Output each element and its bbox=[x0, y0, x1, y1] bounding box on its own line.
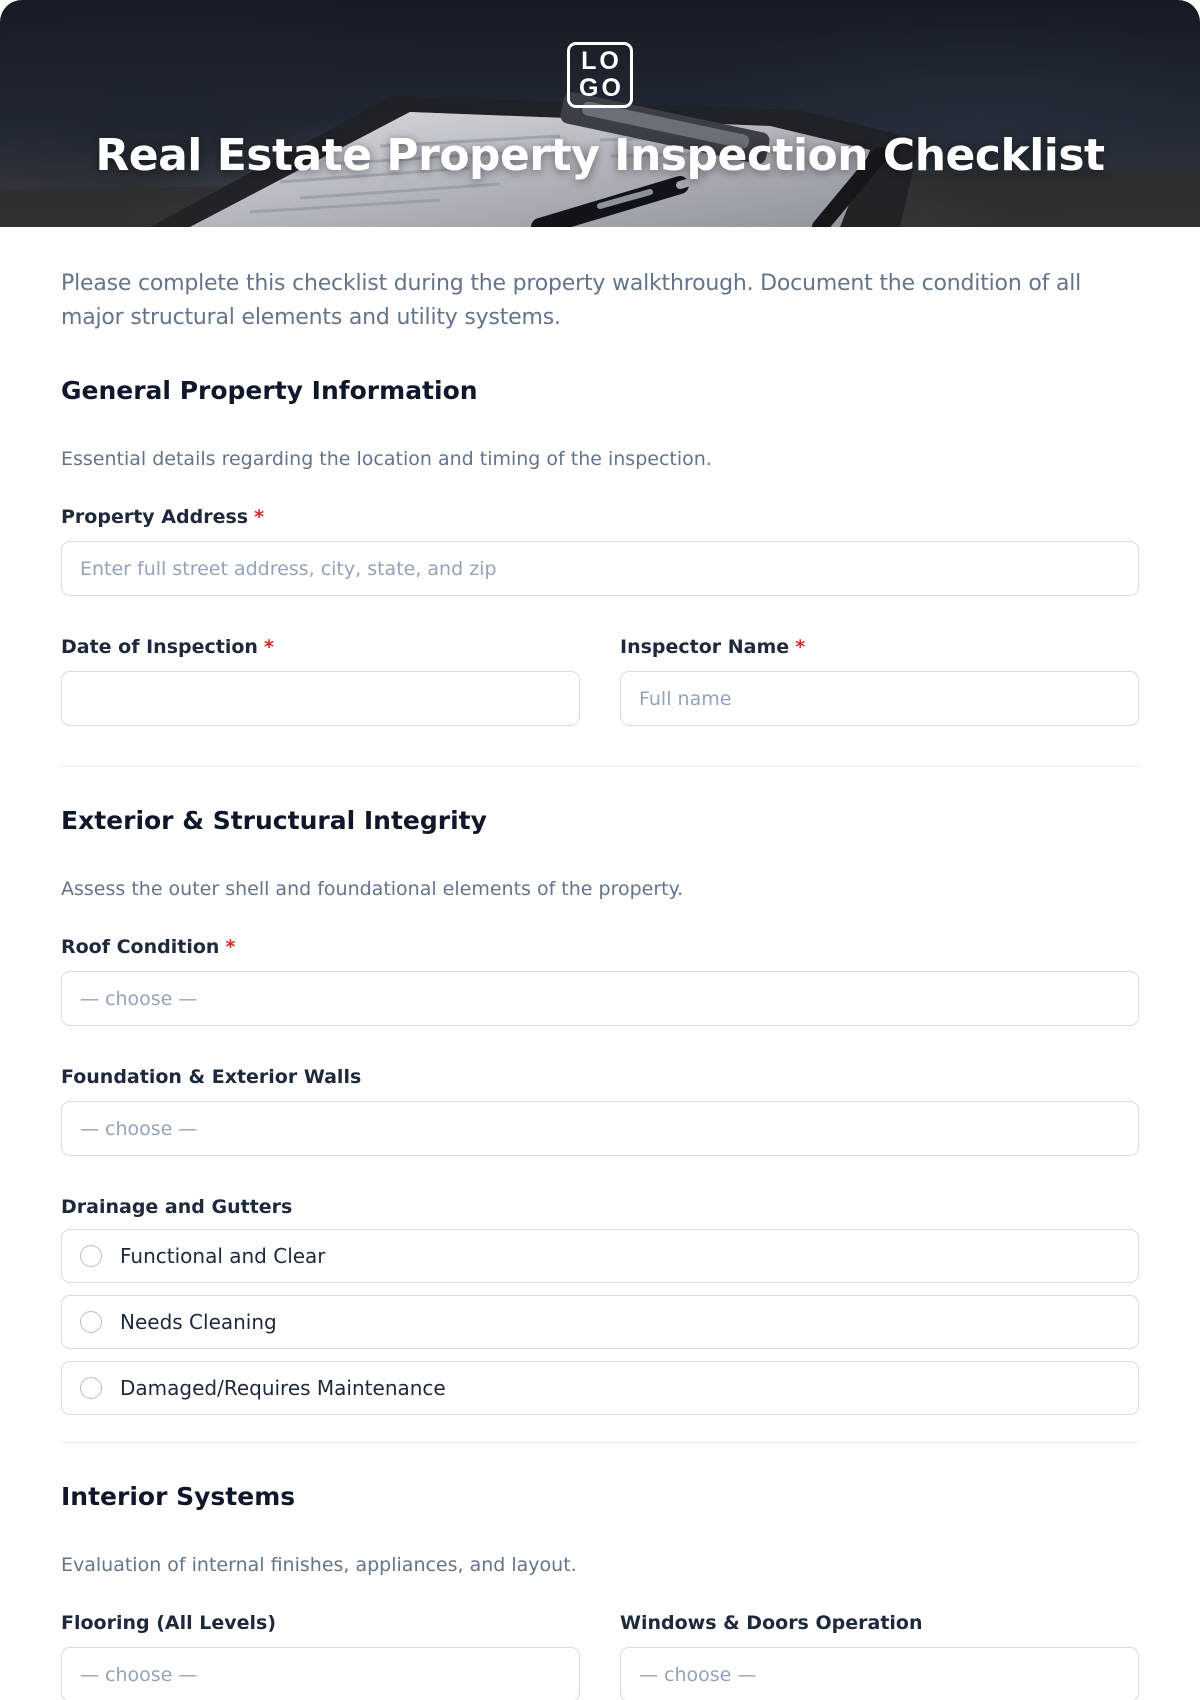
section-general-info bbox=[61, 375, 1139, 726]
section-title: General Property Information bbox=[61, 376, 478, 405]
required-marker: * bbox=[254, 506, 265, 528]
select-placeholder: — choose — bbox=[80, 987, 198, 1010]
section-description: Evaluation of internal finishes, appliances, and layout. bbox=[61, 1554, 577, 1576]
inspector-name-input[interactable] bbox=[620, 671, 1139, 726]
placeholder-text: Enter full street address, city, state, and zip bbox=[80, 557, 497, 580]
section-title: Exterior & Structural Integrity bbox=[61, 806, 487, 835]
radio-circle-icon[interactable] bbox=[80, 1377, 102, 1399]
placeholder-text: Full name bbox=[639, 687, 732, 710]
date-inspector-row bbox=[61, 634, 1139, 726]
clipboard-photo-image bbox=[0, 0, 1200, 227]
page-title: Real Estate Property Inspection Checklist bbox=[95, 130, 1105, 181]
radio-option-needs-cleaning[interactable] bbox=[61, 1295, 1139, 1349]
foundation-group bbox=[61, 1064, 1139, 1156]
windows-doors-group bbox=[620, 1610, 1139, 1700]
form-body bbox=[0, 267, 1200, 1700]
required-marker: * bbox=[263, 636, 274, 658]
property-address-input[interactable] bbox=[61, 541, 1139, 596]
section-divider bbox=[61, 1442, 1139, 1443]
header-banner bbox=[0, 0, 1200, 227]
select-placeholder: — choose — bbox=[80, 1117, 198, 1140]
required-marker: * bbox=[225, 936, 236, 958]
foundation-select[interactable] bbox=[61, 1101, 1139, 1156]
intro-text: Please complete this checklist during the property walkthrough. Document the condition of all major structural elements and utility systems. bbox=[61, 271, 1082, 330]
flooring-windows-row bbox=[61, 1610, 1139, 1700]
flooring-label: Flooring (All Levels) bbox=[61, 1612, 277, 1634]
section-divider bbox=[61, 766, 1139, 767]
label-text: Inspector Name bbox=[620, 636, 790, 658]
radio-circle-icon[interactable] bbox=[80, 1311, 102, 1333]
date-label bbox=[61, 634, 580, 660]
roof-condition-group bbox=[61, 934, 1139, 1026]
select-placeholder: — choose — bbox=[80, 1663, 198, 1686]
section-description: Assess the outer shell and foundational elements of the property. bbox=[61, 878, 684, 900]
required-marker: * bbox=[795, 636, 806, 658]
label-text: Date of Inspection bbox=[61, 636, 258, 658]
radio-label: Damaged/Requires Maintenance bbox=[120, 1376, 446, 1400]
roof-condition-select[interactable] bbox=[61, 971, 1139, 1026]
windows-doors-select[interactable] bbox=[620, 1647, 1139, 1700]
radio-option-functional[interactable] bbox=[61, 1229, 1139, 1283]
radio-circle-icon[interactable] bbox=[80, 1245, 102, 1267]
section-exterior bbox=[61, 805, 1139, 1415]
drainage-label: Drainage and Gutters bbox=[61, 1196, 293, 1218]
radio-label: Functional and Clear bbox=[120, 1244, 326, 1268]
date-group bbox=[61, 634, 580, 726]
property-address-label bbox=[61, 504, 1139, 530]
section-interior bbox=[61, 1481, 1139, 1700]
logo-line-2: GO bbox=[579, 74, 624, 102]
inspector-label bbox=[620, 634, 1139, 660]
logo bbox=[567, 42, 633, 108]
drainage-group bbox=[61, 1194, 1139, 1415]
property-address-group bbox=[61, 504, 1139, 596]
drainage-radio-group bbox=[61, 1229, 1139, 1415]
windows-doors-label: Windows & Doors Operation bbox=[620, 1612, 923, 1634]
foundation-label: Foundation & Exterior Walls bbox=[61, 1066, 362, 1088]
logo-line-1: LO bbox=[581, 47, 622, 75]
flooring-select[interactable] bbox=[61, 1647, 580, 1700]
section-title: Interior Systems bbox=[61, 1482, 296, 1511]
section-description: Essential details regarding the location and timing of the inspection. bbox=[61, 448, 712, 470]
select-placeholder: — choose — bbox=[639, 1663, 757, 1686]
radio-option-damaged[interactable] bbox=[61, 1361, 1139, 1415]
label-text: Roof Condition bbox=[61, 936, 220, 958]
roof-condition-label bbox=[61, 934, 1139, 960]
radio-label: Needs Cleaning bbox=[120, 1310, 277, 1334]
date-input[interactable] bbox=[61, 671, 580, 726]
inspector-group bbox=[620, 634, 1139, 726]
flooring-group bbox=[61, 1610, 580, 1700]
label-text: Property Address bbox=[61, 506, 249, 528]
